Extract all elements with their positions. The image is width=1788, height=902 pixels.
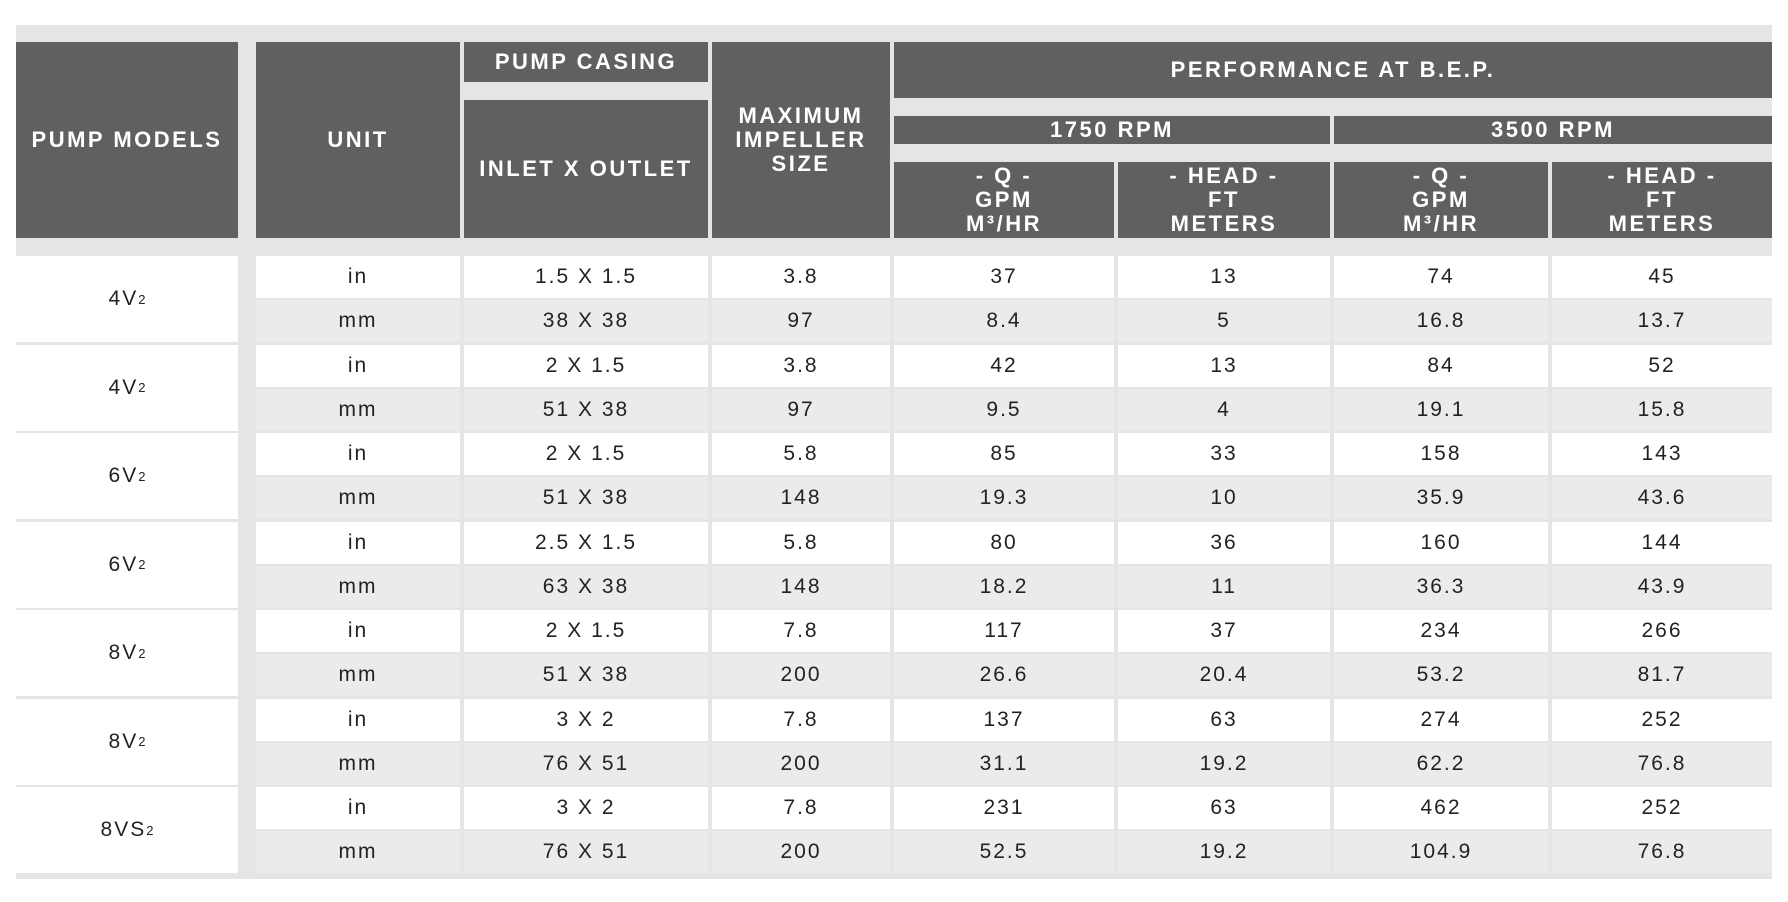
cell-casing: 2 X 1.5: [464, 433, 708, 475]
model-superscript: 2: [146, 822, 154, 838]
cell-impeller: 97: [712, 300, 890, 342]
cell-impeller: 5.8: [712, 522, 890, 564]
cell-impeller: 7.8: [712, 699, 890, 741]
header-rpm-1750: 1750 RPM: [894, 116, 1330, 144]
cell-q3500: 19.1: [1334, 389, 1548, 431]
cell-casing: 3 X 2: [464, 787, 708, 829]
model-name: 8VS: [100, 818, 147, 841]
cell-impeller: 3.8: [712, 256, 890, 298]
model-name-cell: [16, 787, 238, 873]
cell-h3500: 252: [1552, 699, 1772, 741]
header-unit: UNIT: [256, 42, 460, 238]
model-name: 8V: [108, 729, 139, 753]
cell-casing: 51 X 38: [464, 389, 708, 431]
cell-h1750: 19.2: [1118, 831, 1330, 873]
cell-impeller: 3.8: [712, 345, 890, 387]
cell-h1750: 63: [1118, 787, 1330, 829]
cell-q1750: 8.4: [894, 300, 1114, 342]
cell-h1750: 37: [1118, 610, 1330, 652]
header-pump-models: PUMP MODELS: [16, 42, 238, 238]
cell-casing: 51 X 38: [464, 654, 708, 696]
header-rpm-3500: 3500 RPM: [1334, 116, 1772, 144]
cell-unit: mm: [256, 743, 460, 785]
cell-casing: 2 X 1.5: [464, 610, 708, 652]
cell-casing: 2.5 X 1.5: [464, 522, 708, 564]
cell-q1750: 18.2: [894, 566, 1114, 608]
cell-impeller: 200: [712, 831, 890, 873]
cell-q3500: 35.9: [1334, 477, 1548, 519]
cell-q3500: 74: [1334, 256, 1548, 298]
cell-casing: 76 X 51: [464, 743, 708, 785]
cell-h3500: 76.8: [1552, 831, 1772, 873]
cell-q3500: 36.3: [1334, 566, 1548, 608]
cell-h1750: 4: [1118, 389, 1330, 431]
model-name: 4V: [108, 287, 139, 310]
cell-h3500: 45: [1552, 256, 1772, 298]
cell-q3500: 234: [1334, 610, 1548, 652]
model-superscript: 2: [138, 645, 146, 661]
model-superscript: 2: [138, 380, 146, 395]
model-name-cell: [16, 522, 238, 608]
cell-casing: 1.5 X 1.5: [464, 256, 708, 298]
header-max-impeller: MAXIMUM IMPELLER SIZE: [712, 42, 890, 238]
cell-unit: in: [256, 256, 460, 298]
cell-q3500: 160: [1334, 522, 1548, 564]
cell-h3500: 13.7: [1552, 300, 1772, 342]
cell-q1750: 231: [894, 787, 1114, 829]
cell-impeller: 200: [712, 743, 890, 785]
model-superscript: 2: [138, 468, 146, 484]
model-name: 4V: [108, 375, 139, 399]
cell-h3500: 266: [1552, 610, 1772, 652]
cell-unit: in: [256, 699, 460, 741]
header-head-3500: - HEAD - FT METERS: [1552, 162, 1772, 238]
cell-q1750: 137: [894, 699, 1114, 741]
cell-h3500: 43.6: [1552, 477, 1772, 519]
cell-q1750: 26.6: [894, 654, 1114, 696]
header-pump-casing: PUMP CASING: [464, 42, 708, 82]
model-superscript: 2: [138, 291, 146, 307]
cell-unit: mm: [256, 566, 460, 608]
cell-q3500: 158: [1334, 433, 1548, 475]
cell-h3500: 52: [1552, 345, 1772, 387]
cell-h1750: 11: [1118, 566, 1330, 608]
cell-q3500: 62.2: [1334, 743, 1548, 785]
cell-casing: 76 X 51: [464, 831, 708, 873]
cell-unit: in: [256, 610, 460, 652]
cell-h1750: 13: [1118, 345, 1330, 387]
model-name-cell: [16, 433, 238, 519]
cell-casing: 38 X 38: [464, 300, 708, 342]
cell-casing: 2 X 1.5: [464, 345, 708, 387]
cell-h1750: 20.4: [1118, 654, 1330, 696]
cell-q3500: 462: [1334, 787, 1548, 829]
model-name-cell: [16, 610, 238, 696]
cell-unit: in: [256, 433, 460, 475]
cell-casing: 51 X 38: [464, 477, 708, 519]
model-superscript: 2: [138, 557, 146, 572]
model-name-cell: [16, 256, 238, 342]
cell-h1750: 33: [1118, 433, 1330, 475]
cell-q1750: 85: [894, 433, 1114, 475]
header-inlet-outlet: INLET X OUTLET: [464, 100, 708, 238]
cell-unit: mm: [256, 300, 460, 342]
cell-q1750: 37: [894, 256, 1114, 298]
model-name: 6V: [108, 552, 139, 576]
cell-impeller: 5.8: [712, 433, 890, 475]
cell-impeller: 97: [712, 389, 890, 431]
cell-q1750: 31.1: [894, 743, 1114, 785]
cell-h3500: 15.8: [1552, 389, 1772, 431]
cell-unit: mm: [256, 831, 460, 873]
cell-impeller: 148: [712, 566, 890, 608]
cell-q1750: 42: [894, 345, 1114, 387]
cell-h3500: 43.9: [1552, 566, 1772, 608]
cell-h1750: 19.2: [1118, 743, 1330, 785]
cell-q3500: 274: [1334, 699, 1548, 741]
cell-unit: mm: [256, 389, 460, 431]
cell-impeller: 7.8: [712, 610, 890, 652]
cell-q1750: 19.3: [894, 477, 1114, 519]
header-q-1750: - Q - GPM M³/HR: [894, 162, 1114, 238]
cell-q3500: 84: [1334, 345, 1548, 387]
cell-q1750: 9.5: [894, 389, 1114, 431]
cell-unit: in: [256, 345, 460, 387]
cell-casing: 63 X 38: [464, 566, 708, 608]
cell-unit: mm: [256, 477, 460, 519]
cell-h1750: 13: [1118, 256, 1330, 298]
model-name: 6V: [108, 464, 139, 487]
cell-impeller: 200: [712, 654, 890, 696]
cell-h1750: 36: [1118, 522, 1330, 564]
cell-h3500: 144: [1552, 522, 1772, 564]
cell-casing: 3 X 2: [464, 699, 708, 741]
model-superscript: 2: [138, 734, 146, 749]
model-name: 8V: [108, 641, 139, 664]
cell-unit: in: [256, 787, 460, 829]
model-name-cell: [16, 345, 238, 431]
cell-unit: mm: [256, 654, 460, 696]
cell-q1750: 52.5: [894, 831, 1114, 873]
cell-h3500: 81.7: [1552, 654, 1772, 696]
header-performance: PERFORMANCE AT B.E.P.: [894, 42, 1772, 98]
cell-q3500: 104.9: [1334, 831, 1548, 873]
header-head-1750: - HEAD - FT METERS: [1118, 162, 1330, 238]
cell-h1750: 5: [1118, 300, 1330, 342]
cell-h1750: 63: [1118, 699, 1330, 741]
header-q-3500: - Q - GPM M³/HR: [1334, 162, 1548, 238]
cell-h3500: 252: [1552, 787, 1772, 829]
cell-q1750: 80: [894, 522, 1114, 564]
cell-h3500: 76.8: [1552, 743, 1772, 785]
cell-h3500: 143: [1552, 433, 1772, 475]
cell-q1750: 117: [894, 610, 1114, 652]
cell-impeller: 7.8: [712, 787, 890, 829]
model-name-cell: [16, 699, 238, 785]
cell-q3500: 16.8: [1334, 300, 1548, 342]
cell-unit: in: [256, 522, 460, 564]
cell-h1750: 10: [1118, 477, 1330, 519]
cell-q3500: 53.2: [1334, 654, 1548, 696]
cell-impeller: 148: [712, 477, 890, 519]
